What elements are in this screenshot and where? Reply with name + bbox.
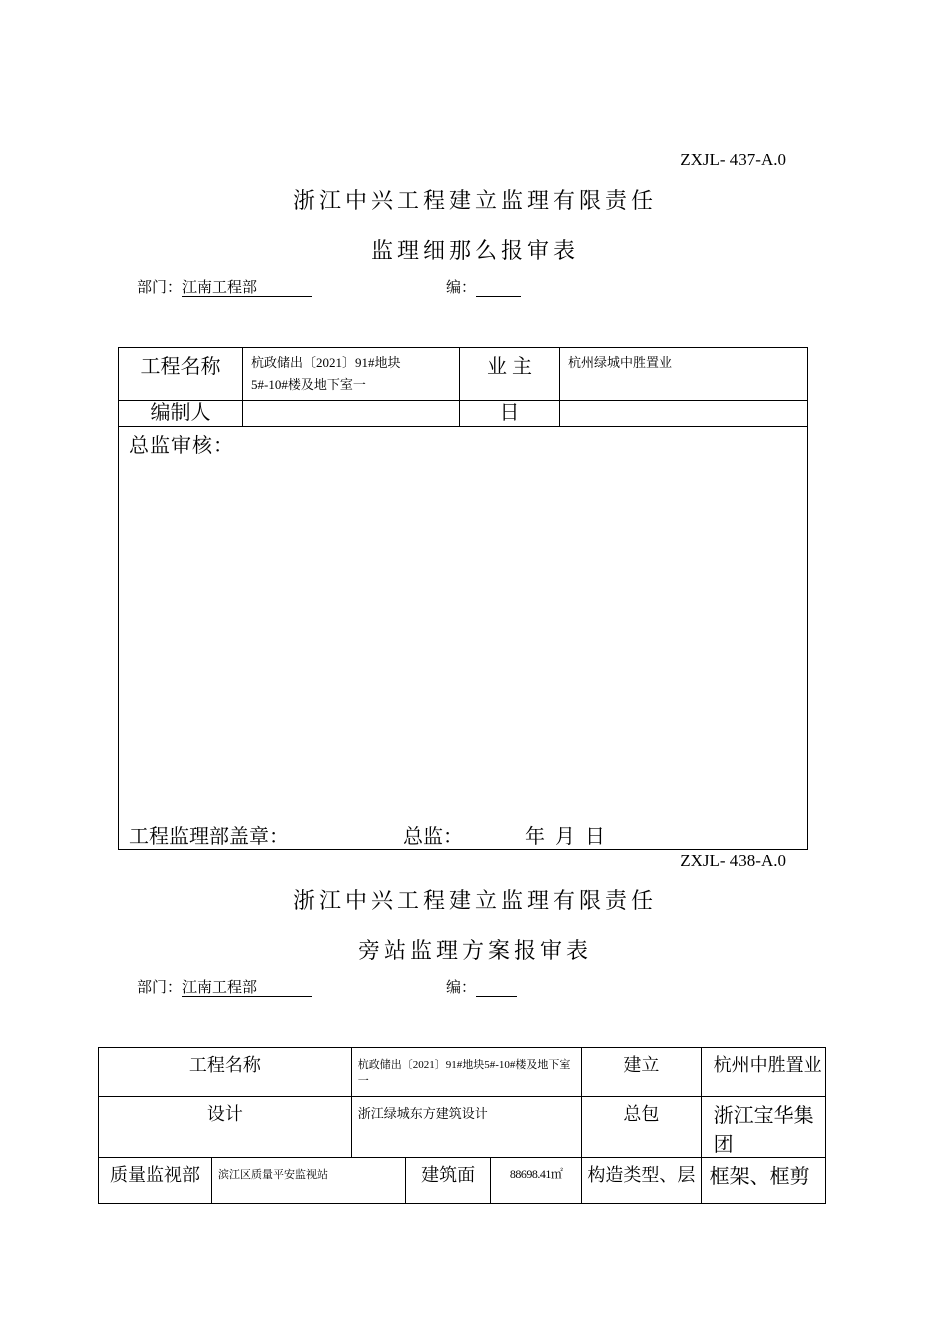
form2-structure-value: 框架、框剪 [701,1158,825,1204]
form2-project-name-label: 工程名称 [99,1048,352,1097]
form2-design-label: 设计 [99,1097,352,1158]
form2-quality-label: 质量监视部 [99,1158,212,1204]
form2-dept-value: 江南工程部 [182,980,312,997]
form2-code: ZXJL- 438-A.0 [680,851,786,870]
form1-owner-value: 杭州绿城中胜置业 [560,348,808,401]
form1-review-cell [119,427,808,850]
form1-company: 浙江中兴工程建立监理有限责任 [292,189,657,214]
form2-number [446,976,517,997]
form1-project-name-line2: 5#-10#楼及地下室一 [251,377,366,392]
form1-number-label: 编： [446,280,477,296]
form2-dept [137,976,312,997]
form1-number [446,276,521,297]
form2-builder-label: 建立 [582,1048,702,1097]
form1-code: ZXJL- 437-A.0 [680,150,786,169]
form2-area-label: 建筑面 [406,1158,491,1204]
form2-number-label: 编： [446,980,477,996]
form2-number-blank [476,980,517,997]
form2-quality-value: 滨江区质量平安监视站 [212,1158,406,1204]
form2-company: 浙江中兴工程建立监理有限责任 [292,889,657,914]
form1-dept-label: 部门： [137,280,183,296]
form1-owner-label: 业 主 [460,348,560,401]
form1-dept [137,276,312,297]
form1-chief-label: 总监： [403,826,463,848]
form1-date-label: 日 [460,401,560,427]
form1-table [118,347,808,850]
form1-date-value [560,401,808,427]
form2-area-value: 88698.41㎡ [491,1158,582,1204]
form1-project-name-line1: 杭政储出〔2021〕91#地块 [251,355,401,370]
form1-seal-label: 工程监理部盖章： [129,826,289,848]
form2-dept-label: 部门： [137,980,183,996]
form1-date-footer: 年 月 日 [525,826,605,848]
form2-title: 旁站监理方案报审表 [357,939,592,964]
form1-project-name-value [243,348,460,401]
form1-review-label: 总监审核： [129,435,234,457]
form1-author-value [243,401,460,427]
form1-number-blank [476,280,521,297]
form2-project-name-value: 杭政储出〔2021〕91#地块5#-10#楼及地下室一 [351,1048,581,1097]
form1-author-label: 编制人 [119,401,243,427]
form2-builder-value: 杭州中胜置业 [701,1048,825,1097]
form1-title: 监理细那么报审表 [370,239,579,264]
form2-structure-label: 构造类型、层 [582,1158,702,1204]
form2-design-value: 浙江绿城东方建筑设计 [351,1097,581,1158]
form2-contractor-value: 浙江宝华集团 [701,1097,825,1158]
form2-table [98,1047,826,1204]
form2-contractor-label: 总包 [582,1097,702,1158]
form1-dept-value: 江南工程部 [182,280,312,297]
form1-project-name-label: 工程名称 [119,348,243,401]
